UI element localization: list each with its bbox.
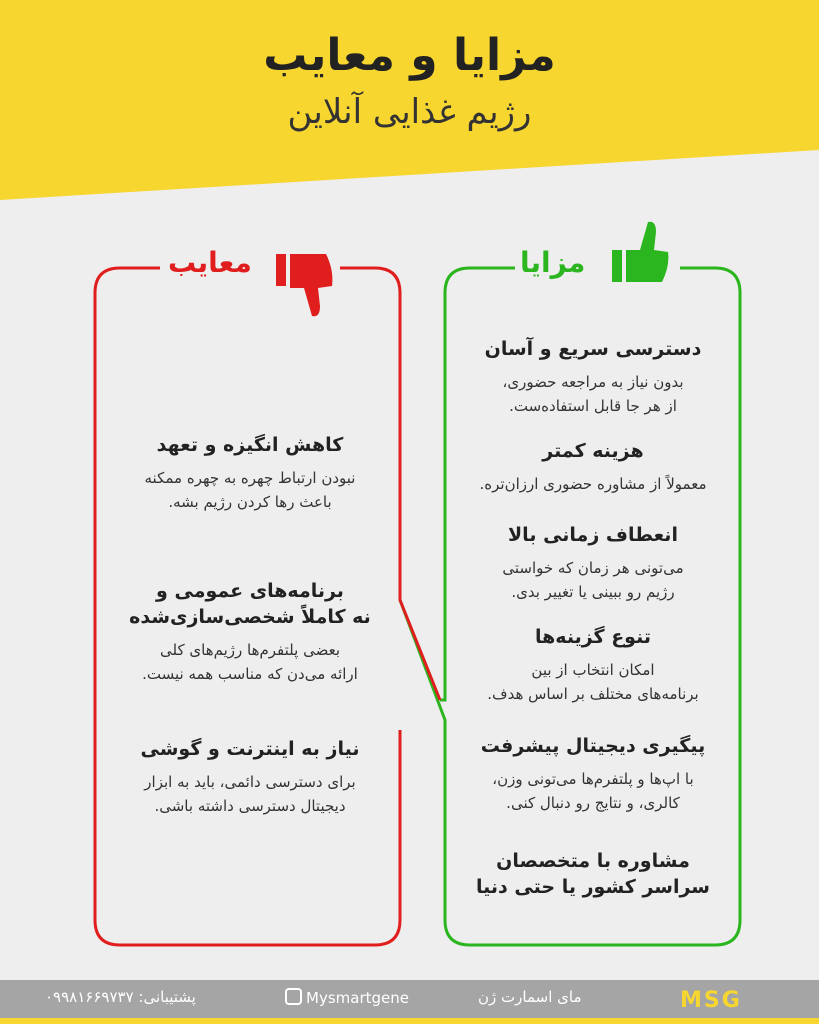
pros-item: [448, 850, 738, 908]
pros-item-heading: هزینه کمتر: [542, 440, 644, 462]
cons-item-line: ارائه می‌دن که مناسب همه نیست.: [142, 665, 358, 683]
page-title: مزایا و معایب: [263, 30, 556, 81]
pros-item-heading: تنوع گزینه‌ها: [535, 626, 651, 648]
cons-item: [100, 580, 400, 686]
cons-item-line: نبودن ارتباط چهره به چهره ممکنه: [144, 469, 356, 487]
page-subtitle: رژیم غذایی آنلاین: [287, 92, 532, 132]
brand-logo: MSG: [680, 988, 742, 1013]
cons-item: [100, 738, 400, 818]
pros-item-heading: سراسر کشور یا حتی دنیا: [476, 876, 710, 898]
pros-item: [448, 735, 738, 815]
cons-item-line: برای دسترسی دائمی، باید به ابزار: [144, 773, 356, 791]
instagram-icon: [285, 988, 302, 1005]
cons-item-line: باعث رها کردن رژیم بشه.: [168, 493, 332, 511]
pros-title: مزایا: [520, 246, 586, 279]
pros-item-line: معمولاً از مشاوره حضوری ارزان‌تره.: [479, 475, 707, 493]
instagram-text: Mysmartgene: [306, 989, 409, 1007]
pros-item: [448, 440, 738, 496]
pros-item-heading: پیگیری دیجیتال پیشرفت: [480, 735, 706, 757]
pros-item-line: رژیم رو ببینی یا تغییر بدی.: [511, 583, 675, 601]
cons-item-heading: برنامه‌های عمومی و: [156, 580, 344, 602]
pros-item: [448, 338, 738, 418]
cons-item: [100, 434, 400, 514]
footer-accent-line: [0, 1018, 819, 1024]
pros-item-line: بدون نیاز به مراجعه حضوری،: [502, 373, 684, 391]
pros-item: [448, 626, 738, 706]
cons-title: معایب: [168, 246, 252, 279]
pros-item-heading: دسترسی سریع و آسان: [484, 338, 702, 360]
pros-item-line: با اپ‌ها و پلتفرم‌ها می‌تونی وزن،: [492, 770, 694, 788]
cons-item-heading: نه کاملاً شخصی‌سازی‌شده: [129, 606, 371, 628]
cons-item-heading: کاهش انگیزه و تعهد: [156, 434, 344, 456]
pros-item-line: می‌تونی هر زمان که خواستی: [502, 559, 684, 577]
pros-item: [448, 524, 738, 604]
brand-name: مای اسمارت ژن: [478, 988, 582, 1006]
cons-item-heading: نیاز به اینترنت و گوشی: [140, 738, 360, 760]
pros-item-line: برنامه‌های مختلف بر اساس هدف.: [487, 685, 699, 703]
pros-item-line: از هر جا قابل استفاده‌ست.: [509, 397, 677, 415]
thumbs-up-icon: [612, 222, 668, 282]
thumbs-down-icon: [276, 254, 332, 316]
pros-item-heading: انعطاف زمانی بالا: [508, 524, 678, 546]
support-phone: پشتیبانی: ۰۹۹۸۱۶۶۹۷۳۷: [45, 988, 196, 1006]
cons-item-line: دیجیتال دسترسی داشته باشی.: [154, 797, 346, 815]
instagram-handle[interactable]: [285, 988, 409, 1007]
pros-item-line: امکان انتخاب از بین: [531, 661, 655, 679]
cons-item-line: بعضی پلتفرم‌ها رژیم‌های کلی: [160, 641, 340, 659]
pros-item-line: کالری، و نتایج رو دنبال کنی.: [506, 794, 680, 812]
pros-item-heading: مشاوره با متخصصان: [496, 850, 690, 872]
